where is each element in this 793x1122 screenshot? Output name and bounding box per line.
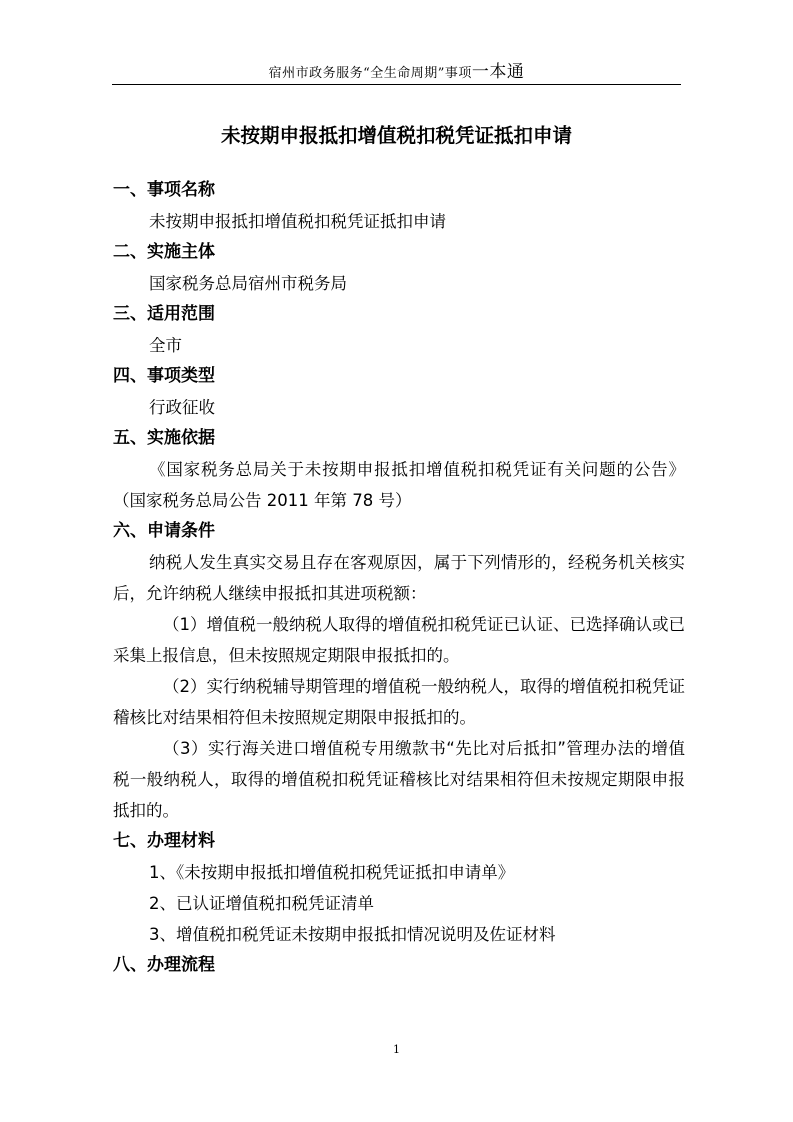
material-item: 3、增值税扣税凭证未按期申报抵扣情况说明及佐证材料	[149, 925, 556, 944]
section-heading-process: 八、办理流程	[113, 955, 215, 975]
material-item: 2、已认证增值税扣税凭证清单	[149, 894, 374, 913]
condition-item: （3）实行海关进口增值税专用缴款书“先比对后抵扣”管理办法的增值税一般纳税人，取得的增值税扣税凭证稽核比对结果相符但未按规定期限申报抵扣的。	[113, 739, 685, 820]
section-heading-scope: 三、适用范围	[113, 304, 215, 324]
condition-item: （2）实行纳税辅导期管理的增值税一般纳税人，取得的增值税扣税凭证稽核比对结果相符但未按照规定期限申报抵扣的。	[113, 677, 685, 727]
section-heading-legal-basis: 五、实施依据	[113, 428, 215, 448]
condition-item: （1）增值税一般纳税人取得的增值税扣税凭证已认证、已选择确认或已采集上报信息，但未按照规定期限申报抵扣的。	[113, 615, 685, 665]
document-title: 未按期申报抵扣增值税扣税凭证抵扣申请	[220, 124, 572, 147]
page-number: 1	[393, 1043, 400, 1056]
header-text-large: 一本通	[471, 62, 525, 82]
section-heading-materials: 七、办理材料	[113, 831, 215, 851]
section-body-scope: 全市	[149, 336, 182, 355]
section-body-legal-basis: 《国家税务总局关于未按期申报抵扣增值税扣税凭证有关问题的公告》（国家税务总局公告 2011 年第 78 号）	[113, 460, 685, 510]
page-header	[0, 63, 793, 83]
document-body	[113, 175, 685, 981]
header-rule	[112, 84, 681, 85]
section-body-implementer: 国家税务总局宿州市税务局	[149, 274, 347, 293]
section-heading-implementer: 二、实施主体	[113, 242, 215, 262]
material-item: 1、《未按期申报抵扣增值税扣税凭证抵扣申请单》	[149, 863, 515, 882]
header-text: 宿州市政务服务“全生命周期”事项	[268, 66, 472, 81]
section-heading-item-name: 一、事项名称	[113, 180, 215, 200]
section-heading-item-type: 四、事项类型	[113, 366, 215, 386]
section-body-item-type: 行政征收	[149, 398, 215, 417]
section-heading-conditions: 六、申请条件	[113, 521, 215, 541]
section-body-item-name: 未按期申报抵扣增值税扣税凭证抵扣申请	[149, 212, 446, 231]
conditions-intro: 纳税人发生真实交易且存在客观原因，属于下列情形的，经税务机关核实后，允许纳税人继续申报抵扣其进项税额：	[113, 553, 685, 603]
